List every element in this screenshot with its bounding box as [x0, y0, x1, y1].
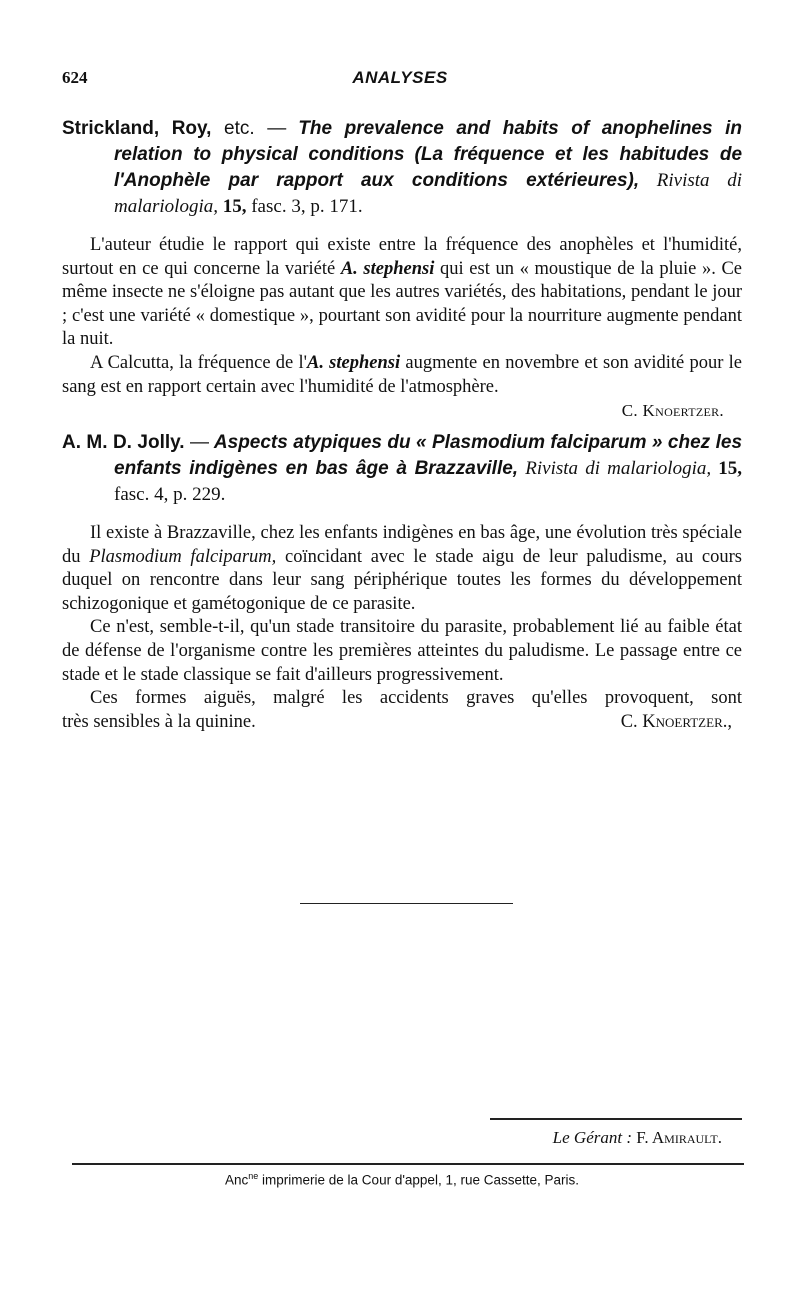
journal-name: Rivista di malariologia,	[525, 458, 712, 479]
paragraph-text: L'auteur étudie le rapport qui existe entre la fréquence des anophèles et l'humidité, surtout en ce qui concerne la variété	[62, 235, 742, 279]
author-suffix: etc. —	[211, 118, 287, 139]
species-name: A. stephensi	[340, 258, 435, 279]
section-separator	[300, 903, 513, 904]
gerant-name: F. Amirault.	[636, 1128, 722, 1147]
paragraph	[62, 522, 742, 616]
species-name: Plasmodium falciparum,	[89, 546, 277, 567]
paragraph-text: coïncidant avec le stade aigu de leur paludisme, au cours duquel on rencontre dans leur sang périphérique toutes les formes du développement schizogonique et gamétogonique de ce parasite.	[62, 546, 742, 614]
citation	[62, 116, 742, 220]
page-number: 624	[62, 68, 88, 87]
gerant-line	[490, 1128, 722, 1148]
author-suffix: —	[184, 432, 209, 453]
issue-pages: fasc. 3, p. 171.	[251, 196, 363, 217]
review-body	[62, 234, 742, 423]
reviewer-signature: C. Knoertzer.	[621, 401, 724, 421]
gerant-rule	[490, 1118, 742, 1120]
issue-pages: fasc. 4, p. 229.	[114, 484, 226, 505]
gerant-label: Le Gérant :	[552, 1128, 632, 1147]
review-strickland	[62, 116, 742, 423]
paragraph: Ce n'est, semble-t-il, qu'un stade transitoire du parasite, probablement lié au faible état de défense de l'organisme contre les premières atteintes du paludisme. Le passage entre ce stade et le stade classique se fait d'ailleurs progressivement.	[62, 617, 742, 685]
running-title: ANALYSES	[352, 68, 448, 87]
closing-line	[62, 711, 742, 735]
french-title: Aspects atypiques du « Plasmodium falciparum » chez les enfants indigènes en bas âge à Brazzaville,	[114, 432, 743, 479]
imprint-prefix: Anc	[225, 1172, 249, 1188]
footer-rule	[72, 1163, 744, 1165]
paragraph	[62, 234, 742, 352]
volume: 15,	[718, 458, 743, 479]
author: Strickland, Roy,	[62, 118, 212, 139]
imprint-text: imprimerie de la Cour d'appel, 1, rue Cassette, Paris.	[258, 1172, 579, 1188]
french-title: (La fréquence et les habitudes de l'Anophèle par rapport aux conditions extérieures),	[114, 144, 743, 191]
paragraph	[62, 352, 742, 399]
author: A. M. D. Jolly.	[62, 432, 185, 453]
printer-imprint	[62, 1171, 742, 1188]
review-jolly	[62, 430, 742, 734]
reviewer-signature: C. Knoertzer.,	[620, 711, 732, 732]
review-body	[62, 522, 742, 734]
imprint-superscript: ne	[248, 1171, 259, 1181]
paragraph-text: Il existe à Brazzaville, chez les enfants indigènes en bas âge, une évolution très spéciale du	[62, 523, 742, 567]
journal-name: Rivista di malariologia,	[114, 170, 742, 217]
volume: 15,	[222, 196, 247, 217]
english-title: The prevalence and habits of anophelines in relation to physical conditions	[114, 118, 743, 165]
citation	[62, 430, 742, 508]
paragraph-text: qui est un « moustique de la pluie ». Ce même insecte ne s'éloigne pas autant que les autres variétés, des habitations, pendant le jour ; c'est une variété « domestique », pourtant son avidité pour la nourriture augmente pendant la nuit.	[62, 258, 743, 350]
paragraph-text: très sensibles à la quinine.	[62, 711, 256, 732]
paragraph: Ces formes aiguës, malgré les accidents graves qu'elles provoquent, sont	[90, 688, 742, 709]
species-name: A. stephensi	[306, 352, 401, 373]
paragraph-text: augmente en novembre et son avidité pour le sang est en rapport certain avec l'humidité de l'atmosphère.	[62, 352, 742, 397]
paragraph-text: A Calcutta, la fréquence de l'	[90, 352, 307, 373]
